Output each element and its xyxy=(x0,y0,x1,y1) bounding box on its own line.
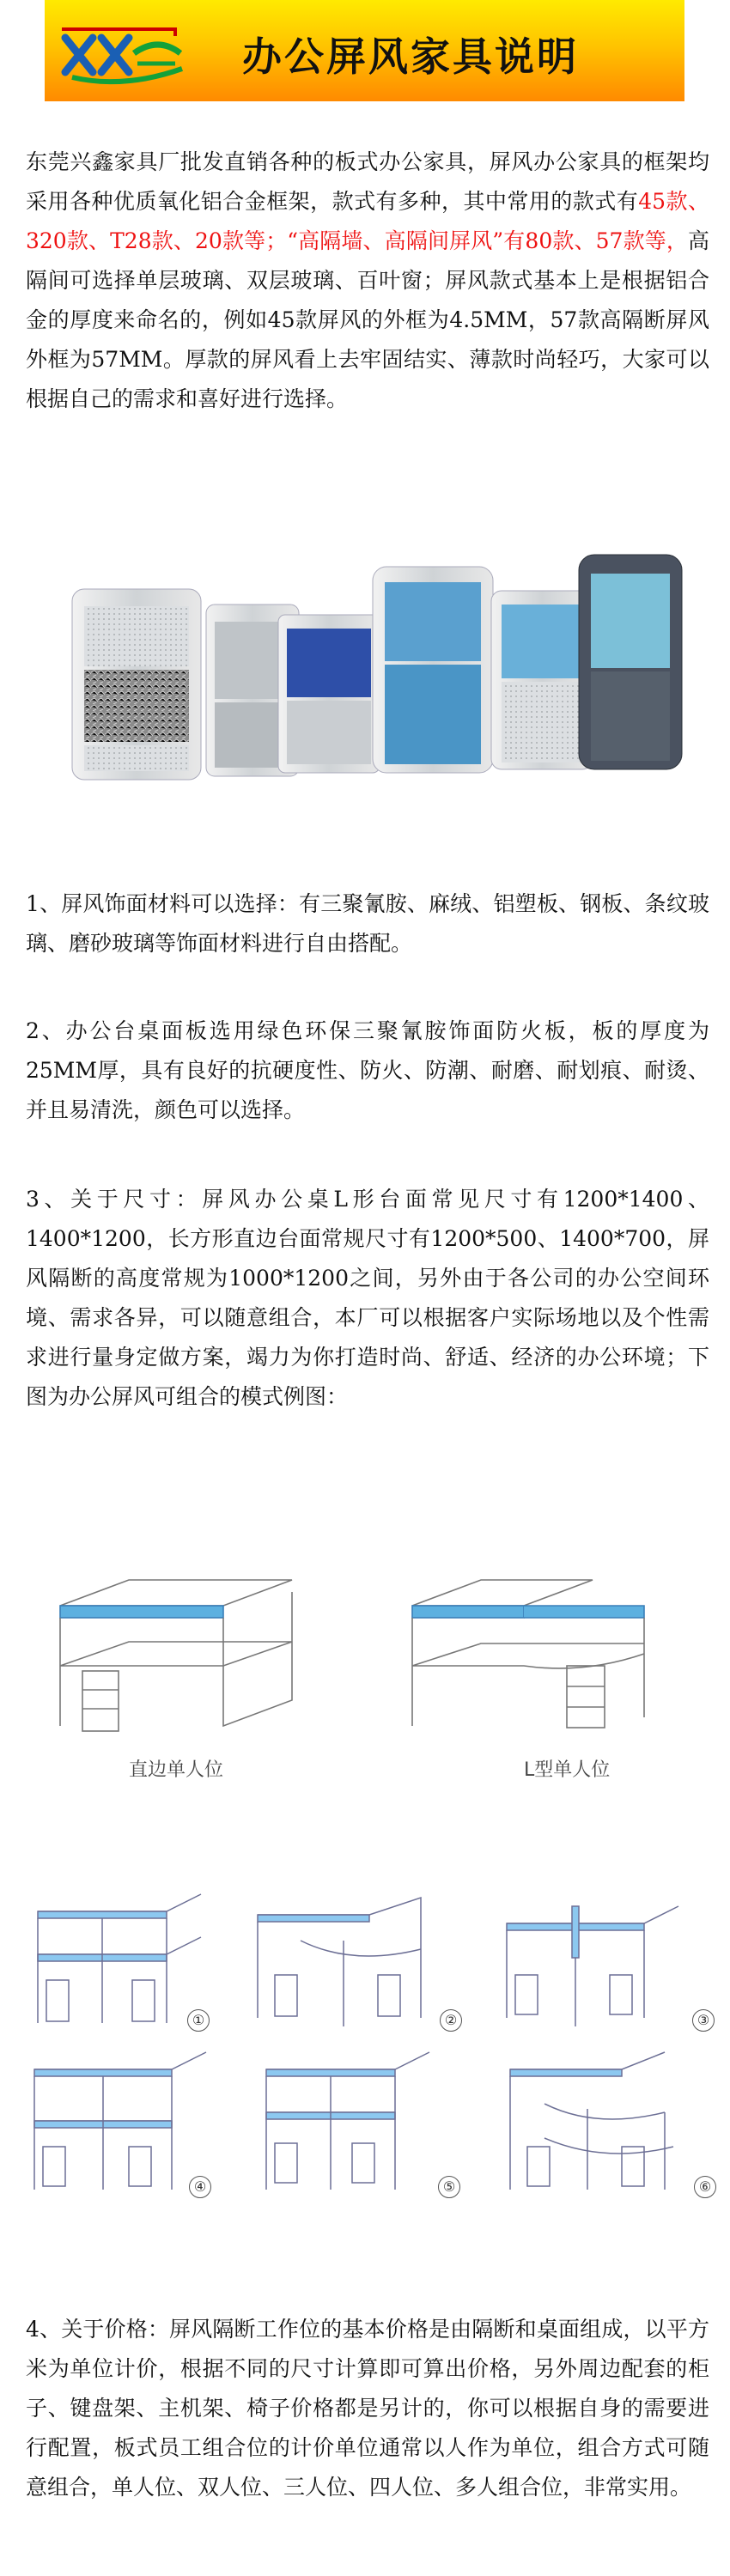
combo-diagram-4 xyxy=(26,2044,223,2198)
combo-diagram-6 xyxy=(493,2044,690,2198)
combo-number-5: ⑤ xyxy=(438,2176,460,2198)
section-4-price: 4、关于价格：屏风隔断工作位的基本价格是由隔断和桌面组成，以平方米为单位计价，根据不同的尺寸计算即可算出价格，另外周边配套的柜子、键盘架、主机架、椅子价格都是另计的，你可以根据自身的需要进行配置，板式员工组合位的计价单位通常以人作为单位，组合方式可随意组合，单人位、双人位、三人位、四人位、多人组合位，非常实用。 xyxy=(26,2317,709,2500)
combo-diagram-2 xyxy=(249,1889,447,2035)
intro-text-1: 东莞兴鑫家具厂批发直销各种的板式办公家具，屏风办公家具的框架均采用各种优质氧化铝合金框架，款式有多种，其中常用的款式有 xyxy=(26,149,709,214)
combo-number-3: ③ xyxy=(692,2009,715,2032)
combo-diagram-5 xyxy=(258,2044,447,2198)
partition-panels-photo xyxy=(29,539,699,805)
section-3-sizes: 3、关于尺寸：屏风办公桌L形台面常见尺寸有1200*1400、1400*1200，长方形直边台面常规尺寸有1200*500、1400*700，屏风隔断的高度常规为1000*1200之间，另外由于各公司的办公空间环境、需求各异，可以随意组合，本厂可以根据客户实际场地以及个性需求进行量身定做方案，竭力为你打造时尚、舒适、经济的办公环境；下图为办公屏风可组合的模式例图： xyxy=(26,1187,709,1409)
intro-paragraph xyxy=(26,143,709,419)
combo-number-4: ④ xyxy=(189,2176,211,2198)
intro-models-highlight: 45款、320款、T28款、20款等；“高隔墙、高隔间屏风”有80款、57款等， xyxy=(26,189,709,253)
l-desk-label: L型单人位 xyxy=(524,1759,611,1781)
combo-number-1: ① xyxy=(187,2009,210,2032)
combo-number-2: ② xyxy=(440,2009,462,2032)
intro-text-2: 高隔间可选择单层玻璃、双层玻璃、百叶窗；屏风款式基本上是根据铝合金的厚度来命名的，例如45款屏风的外框为4.5MM，57款高隔断屏风外框为57MM。厚款的屏风看上去牢固结实、薄款时尚轻巧，大家可以根据自己的需求和喜好进行选择。 xyxy=(26,228,709,411)
section-1-materials: 1、屏风饰面材料可以选择：有三聚氰胺、麻绒、铝塑板、钢板、条纹玻璃、磨砂玻璃等饰面材料进行自由搭配。 xyxy=(26,891,709,956)
l-desk-diagram xyxy=(386,1571,678,1760)
title-banner xyxy=(45,0,684,101)
straight-desk-label: 直边单人位 xyxy=(129,1759,224,1781)
section-2-desktop: 2、办公台桌面板选用绿色环保三聚氰胺饰面防火板，板的厚度为25MM厚，具有良好的抗硬度性、防火、防潮、耐磨、耐划痕、耐烫、并且易清洗，颜色可以选择。 xyxy=(26,1018,709,1122)
company-logo xyxy=(55,19,184,89)
combo-number-6: ⑥ xyxy=(694,2176,716,2198)
combo-diagram-3 xyxy=(498,1889,687,2035)
straight-desk-diagram xyxy=(34,1571,318,1760)
page-title: 办公屏风家具说明 xyxy=(242,33,579,80)
